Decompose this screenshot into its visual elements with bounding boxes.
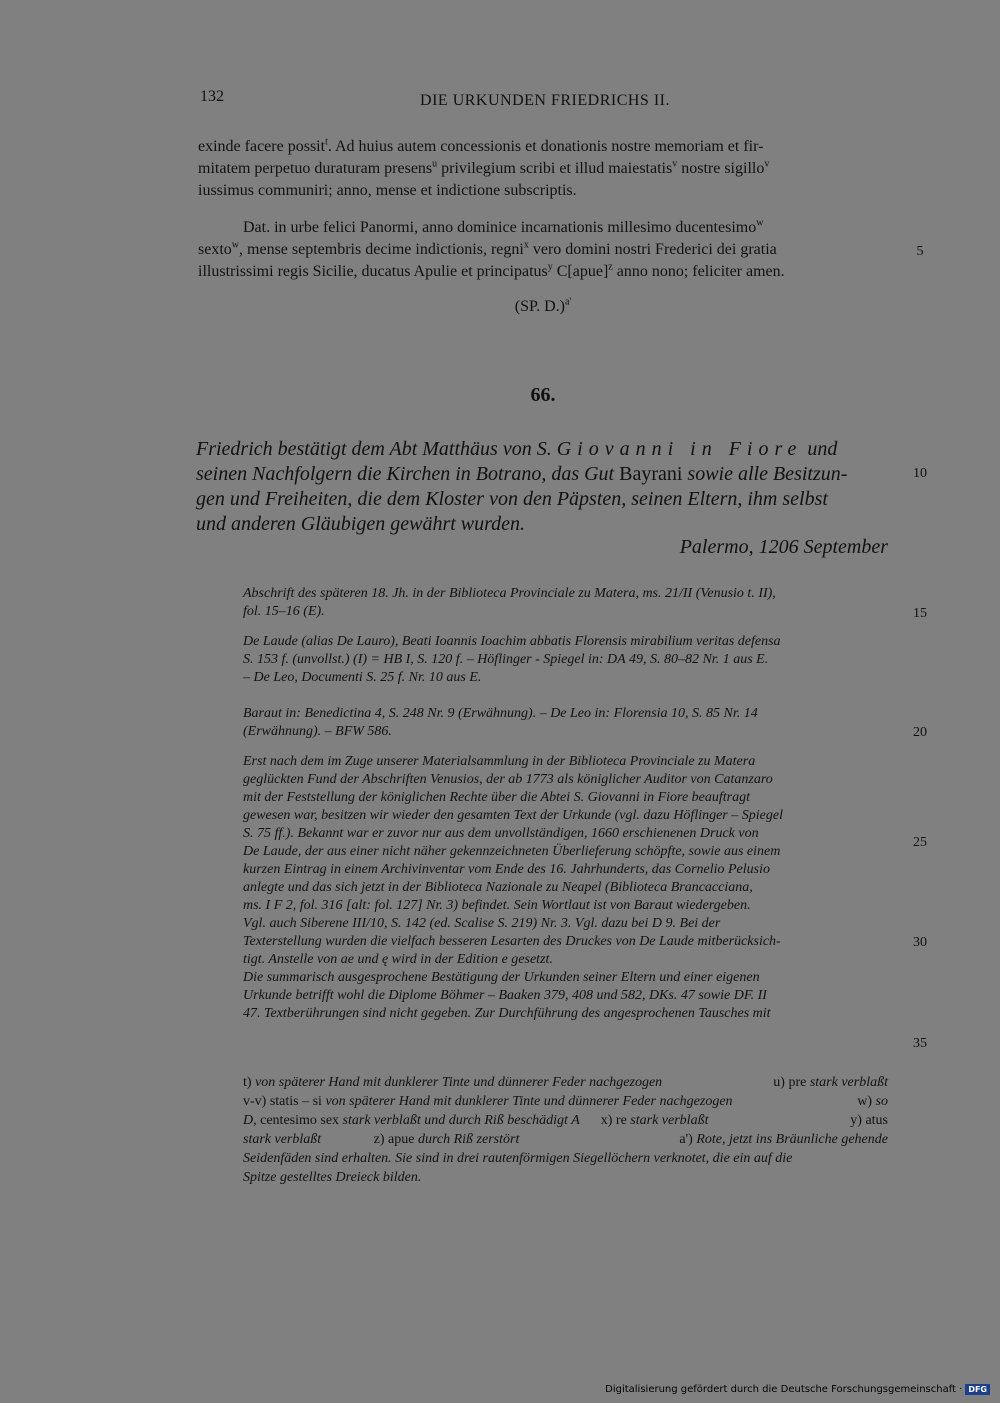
line-number: 20: [913, 725, 927, 740]
text-span: Friedrich bestätigt dem Abt Matthäus von S.: [196, 438, 557, 460]
footnote-key: w): [857, 1094, 873, 1109]
footnote-marker: w: [231, 239, 240, 251]
footnote-text: stark verblaßt: [243, 1132, 322, 1147]
text-line: iussimus communiri; anno, mense et indictione subscriptis.: [198, 182, 577, 199]
text-span: nostre sigillo: [677, 160, 765, 177]
text-line: [198, 136, 888, 158]
text-span: C[apue]: [552, 263, 609, 280]
footnote-marker: v: [672, 158, 678, 170]
footnote-line: [243, 1073, 888, 1092]
footnote-key: x) re: [600, 1113, 627, 1128]
commentary-line: Texterstellung wurden die vielfach besseren Lesarten des Druckes von De Laude mitberücksich-: [243, 934, 781, 949]
footnote-marker: u: [432, 158, 438, 170]
commentary-line: ms. I F 2, fol. 316 [alt: fol. 127] Nr. 3) befindet. Sein Wortlaut ist von Baraut wiedergeben.: [243, 898, 751, 913]
place-name: Bayrani: [619, 463, 683, 485]
footnote-text: stark verblaßt: [630, 1113, 709, 1128]
footnote-key: a'): [679, 1132, 697, 1147]
source-line: – De Leo, Documenti S. 25 f. Nr. 10 aus E.: [243, 670, 482, 685]
line-number: 15: [913, 606, 927, 621]
source-line: Abschrift des späteren 18. Jh. in der Biblioteca Provinciale zu Matera, ms. 21/II (Venusio t. II),: [243, 586, 776, 601]
footnote-marker: t: [325, 136, 328, 148]
source-regests: [243, 705, 888, 741]
text-span: sexto: [198, 241, 232, 258]
seal-text: (SP. D.): [514, 298, 565, 315]
footnote-marker: v: [764, 158, 770, 170]
commentary-line: gewesen war, besitzen wir wieder den gesamten Text der Urkunde (vgl. dazu Höflinger – Spiegel: [243, 808, 783, 823]
footnote-marker: z: [608, 261, 613, 273]
footnote-key: t): [243, 1075, 252, 1090]
footnote-key: u) pre: [773, 1075, 807, 1090]
commentary-line: Erst nach dem im Zuge unserer Materialsammlung in der Biblioteca Provinciale zu Matera: [243, 754, 756, 769]
commentary-line: De Laude, der aus einer nicht näher gekennzeichneten Überlieferung schöpfte, sowie aus einem: [243, 844, 781, 859]
footnote-marker: x: [523, 239, 529, 251]
line-number: 30: [913, 935, 927, 950]
commentary-line: anlegte und das sich jetzt in der Biblioteca Nazionale zu Neapel (Biblioteca Brancacciana,: [243, 880, 753, 895]
footnote-text: Rote, jetzt ins Bräunliche gehende: [696, 1132, 888, 1147]
regest-line: [196, 437, 888, 462]
spaced-name: Giovanni in Fiore: [556, 438, 803, 460]
place-date: Palermo, 1206 September: [679, 536, 888, 558]
footnote-line: [243, 1092, 888, 1111]
footnote-line: [243, 1149, 888, 1168]
footnote-lemma: centesimo sex: [260, 1113, 340, 1128]
line-number: 10: [913, 466, 927, 481]
commentary-line: 47. Textberührungen sind nicht gegeben. Zur Durchführung des angesprochenen Tausches mit: [243, 1006, 771, 1021]
seal-note: [198, 298, 888, 316]
source-line: De Laude (alias De Lauro), Beati Ioannis Ioachim abbatis Florensis mirabilium veritas defensa: [243, 634, 781, 649]
footnote-marker: a': [564, 296, 572, 308]
text-line: [198, 239, 888, 261]
regest-line: [196, 462, 888, 487]
footer-credit: [605, 1384, 990, 1395]
footnote-line: [243, 1111, 888, 1130]
text-span: Dat. in urbe felici Panormi, anno dominice incarnationis millesimo ducentesimo: [243, 219, 757, 236]
source-line: Baraut in: Benedictina 4, S. 248 Nr. 9 (Erwähnung). – De Leo in: Florensia 10, S. 85 Nr. 14: [243, 706, 758, 721]
line-number: 35: [913, 1036, 927, 1051]
source-line: S. 153 f. (unvollst.) (I) = HB I, S. 120 f. – Höflinger - Spiegel in: DA 49, S. 80–82 Nr. 1 aus E.: [243, 652, 769, 667]
dfg-logo-icon: DFG: [965, 1384, 990, 1395]
footnote-text: von späterer Hand mit dunklerer Tinte und dünnerer Feder nachgezogen: [255, 1075, 663, 1090]
footnote-marker: y: [547, 261, 553, 273]
commentary-line: Urkunde betrifft wohl die Diplome Böhmer – Baaken 379, 408 und 582, DKs. 47 sowie DF. II: [243, 988, 767, 1003]
footnote-line: [243, 1168, 888, 1187]
text-span: . Ad huius autem concessionis et donationis nostre memoriam et fir-: [327, 138, 764, 155]
text-paragraph-2: [198, 217, 888, 283]
text-line: [243, 219, 763, 236]
regest: [196, 437, 888, 537]
commentary: [243, 753, 888, 1023]
source-manuscript: [243, 585, 888, 621]
footnote-text: von späterer Hand mit dunklerer Tinte und dünnerer Feder nachgezogen: [325, 1094, 733, 1109]
commentary-line: Die summarisch ausgesprochene Bestätigung der Urkunden seiner Eltern und einer eigenen: [243, 970, 760, 985]
text-span: seinen Nachfolgern die Kirchen in Botrano, das Gut: [196, 463, 620, 485]
footnote-key: z) apue: [373, 1132, 415, 1147]
footnote-key: D,: [243, 1113, 257, 1128]
line-number: 25: [913, 835, 927, 850]
text-span: mitatem perpetuo duraturam presens: [198, 160, 433, 177]
footnote-text: stark verblaßt und durch Riß beschädigt A: [342, 1113, 580, 1128]
footnote-text: so: [875, 1094, 888, 1109]
text-span: und: [802, 438, 838, 460]
page-number: 132: [200, 88, 224, 105]
footnote-line: [243, 1130, 888, 1149]
footnote-text: Seidenfäden sind erhalten. Sie sind in drei rautenförmigen Siegellöchern verknotet, die ein auf die: [243, 1151, 793, 1166]
commentary-line: S. 75 ff.). Bekannt war er zuvor nur aus dem unvollständigen, 1660 erschienenen Druck von: [243, 826, 759, 841]
regest-line: und anderen Gläubigen gewährt wurden.: [196, 513, 526, 535]
footnote-key: y) atus: [850, 1113, 888, 1128]
footnote-text: durch Riß zerstört: [417, 1132, 520, 1147]
commentary-line: mit der Feststellung der königlichen Rechte über die Abtei S. Giovanni in Fiore beauftragt: [243, 790, 751, 805]
text-span: privilegium scribi et illud maiestatis: [437, 160, 673, 177]
running-title: DIE URKUNDEN FRIEDRICHS II.: [420, 92, 670, 109]
footnote-text: Spitze gestelltes Dreieck bilden.: [243, 1170, 422, 1185]
footnote-key: v-v) statis – si: [243, 1094, 322, 1109]
text-span: illustrissimi regis Sicilie, ducatus Apulie et principatus: [198, 263, 548, 280]
text-span: vero domini nostri Frederici dei gratia: [528, 241, 777, 258]
text-paragraph-1: [198, 136, 888, 202]
commentary-line: Vgl. auch Siberene III/10, S. 142 (ed. Scalise S. 219) Nr. 3. Vgl. dazu bei D 9. Bei der: [243, 916, 721, 931]
source-editions: [243, 633, 888, 687]
footnotes: [243, 1073, 888, 1187]
text-span: anno nono; feliciter amen.: [612, 263, 785, 280]
text-span: , mense septembris decime indictionis, regni: [239, 241, 524, 258]
source-line: fol. 15–16 (E).: [243, 604, 325, 619]
commentary-line: tigt. Anstelle von ae und ę wird in der Edition e gesetzt.: [243, 952, 553, 967]
line-number: 5: [916, 244, 924, 259]
text-line: [198, 158, 888, 180]
commentary-line: geglückten Fund der Abschriften Venusios, der ab 1773 als königlicher Auditor von Catanzaro: [243, 772, 773, 787]
text-span: sowie alle Besitzun-: [682, 463, 848, 485]
footnote-text: stark verblaßt: [809, 1075, 888, 1090]
text-span: exinde facere possit: [198, 138, 326, 155]
commentary-line: kurzen Eintrag in einem Archivinventar vom Ende des 16. Jahrhunderts, das Cornelio Pelusio: [243, 862, 771, 877]
document-number: 66.: [530, 384, 556, 406]
footer-text: Digitalisierung gefördert durch die Deutsche Forschungsgemeinschaft ·: [605, 1384, 963, 1395]
regest-line: gen und Freiheiten, die dem Kloster von den Päpsten, seinen Eltern, ihm selbst: [196, 488, 828, 510]
footnote-marker: w: [756, 217, 764, 229]
source-line: (Erwähnung). – BFW 586.: [243, 724, 392, 739]
text-line: [198, 261, 888, 283]
